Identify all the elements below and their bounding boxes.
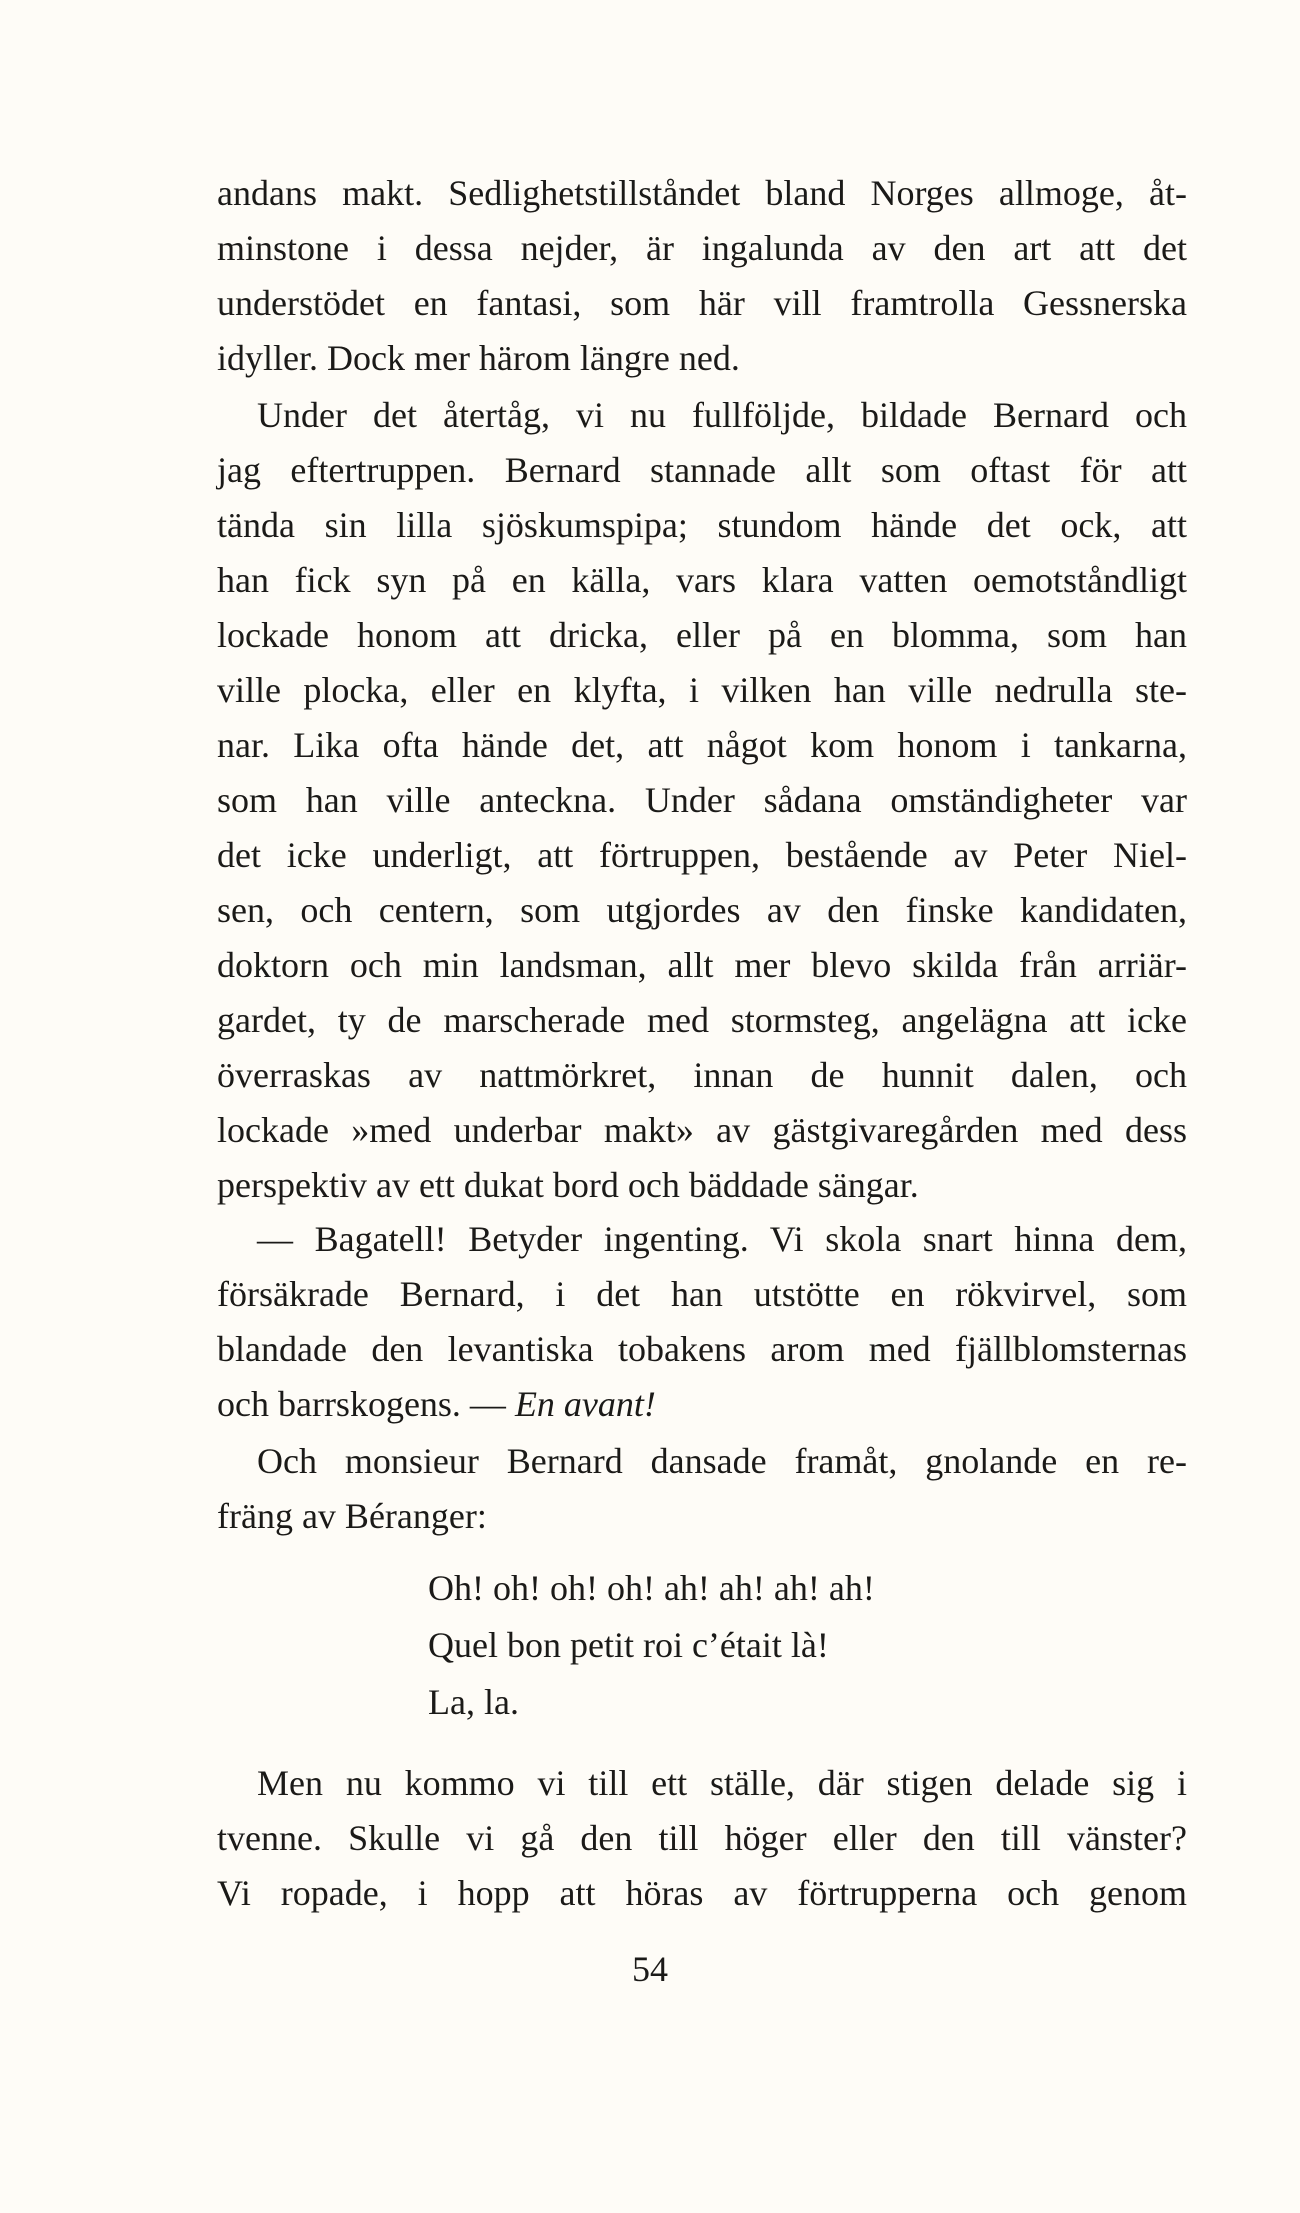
paragraph-1 — [217, 166, 1187, 386]
paragraph-5 — [217, 1756, 1187, 1921]
paragraph-2 — [217, 388, 1187, 1213]
verse-line: Oh! oh! oh! oh! ah! ah! ah! ah! — [428, 1568, 875, 1608]
text-line: tvenne. Skulle vi gå den till höger eller den till vänster? — [217, 1818, 1187, 1858]
text-line: fräng av Béranger: — [217, 1496, 487, 1536]
text-line: det icke underligt, att förtruppen, bestående av Peter Niel- — [217, 835, 1187, 875]
text-line: minstone i dessa nejder, är ingalunda av den art att det — [217, 228, 1187, 268]
text-line: andans makt. Sedlighetstillståndet bland Norges allmoge, åt- — [217, 173, 1187, 213]
text-line: han fick syn på en källa, vars klara vatten oemotståndligt — [217, 560, 1187, 600]
text-line: lockade honom att dricka, eller på en blomma, som han — [217, 615, 1187, 655]
text-line: ville plocka, eller en klyfta, i vilken han ville nedrulla ste- — [217, 670, 1187, 710]
text-line: lockade »med underbar makt» av gästgivaregården med dess — [217, 1110, 1187, 1150]
italic-phrase: En avant! — [514, 1384, 656, 1424]
text-line: Vi ropade, i hopp att höras av förtrupperna och genom — [217, 1873, 1187, 1913]
verse-quote — [428, 1560, 875, 1731]
text-line: nar. Lika ofta hände det, att något kom honom i tankarna, — [217, 725, 1187, 765]
text-line: understödet en fantasi, som här vill framtrolla Gessnerska — [217, 283, 1187, 323]
paragraph-4 — [217, 1434, 1187, 1544]
verse-line: Quel bon petit roi c’était là! — [428, 1625, 829, 1665]
text-line: Men nu kommo vi till ett ställe, där stigen delade sig i — [257, 1763, 1187, 1803]
text-line: försäkrade Bernard, i det han utstötte en rökvirvel, som — [217, 1274, 1187, 1314]
text-line: idyller. Dock mer härom längre ned. — [217, 338, 740, 378]
verse-line: La, la. — [428, 1682, 519, 1722]
text-line: som han ville anteckna. Under sådana omständigheter var — [217, 780, 1187, 820]
page-number: 54 — [632, 1949, 668, 1989]
text-line: blandade den levantiska tobakens arom med fjällblomsternas — [217, 1329, 1187, 1369]
text-line: Under det återtåg, vi nu fullföljde, bildade Bernard och — [257, 395, 1187, 435]
text-line: doktorn och min landsman, allt mer blevo skilda från arriär- — [217, 945, 1187, 985]
text-line: jag eftertruppen. Bernard stannade allt som oftast för att — [217, 450, 1187, 490]
text-line: perspektiv av ett dukat bord och bäddade sängar. — [217, 1165, 919, 1205]
text-line: sen, och centern, som utgjordes av den finske kandidaten, — [217, 890, 1187, 930]
text-line: tända sin lilla sjöskumspipa; stundom hände det ock, att — [217, 505, 1187, 545]
text-line: överraskas av nattmörkret, innan de hunnit dalen, och — [217, 1055, 1187, 1095]
text-line: gardet, ty de marscherade med stormsteg, angelägna att icke — [217, 1000, 1187, 1040]
text-line: — Bagatell! Betyder ingenting. Vi skola snart hinna dem, — [257, 1219, 1187, 1259]
text-line-prefix: och barrskogens. — — [217, 1384, 515, 1424]
text-line — [217, 1377, 1187, 1432]
paragraph-3 — [217, 1212, 1187, 1432]
text-line: Och monsieur Bernard dansade framåt, gnolande en re- — [257, 1441, 1187, 1481]
